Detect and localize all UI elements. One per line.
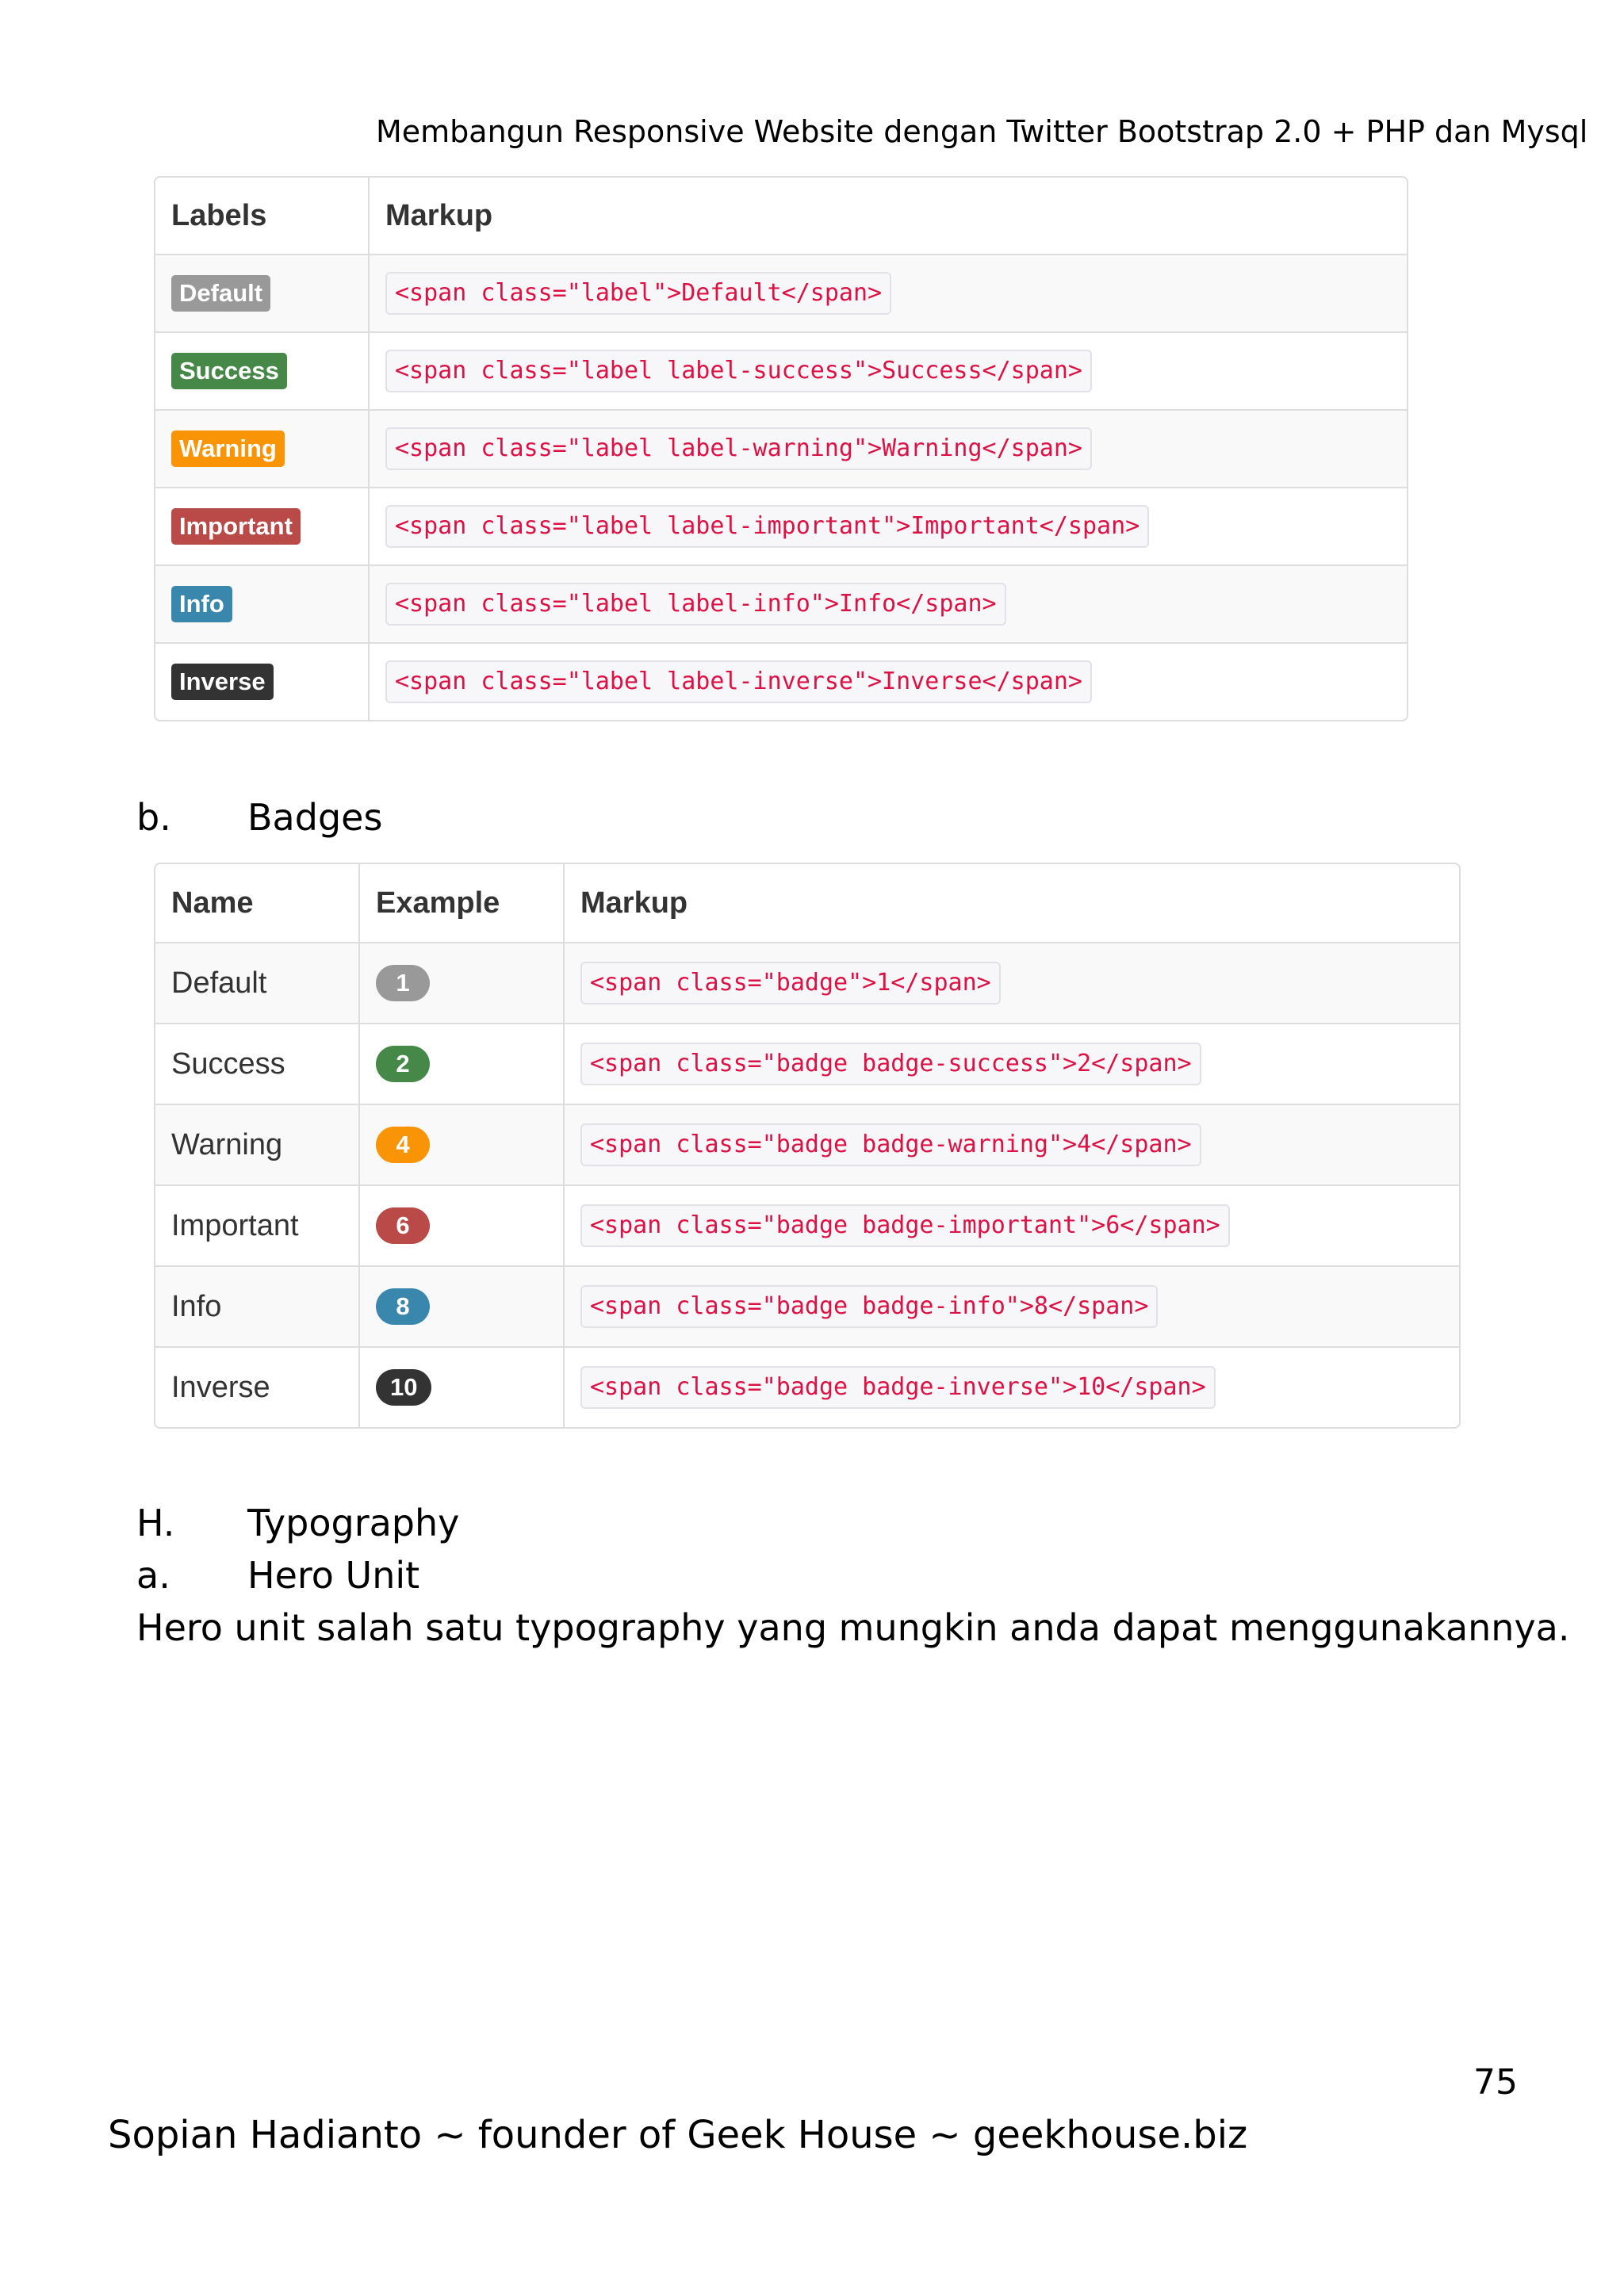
table-row: [155, 642, 1407, 720]
markup-cell: [563, 1265, 1459, 1346]
markup-code: <span class="label label-warning">Warning</span>: [385, 427, 1092, 470]
section-title: Hero Unit: [247, 1554, 420, 1597]
column-header-example: Example: [358, 864, 563, 942]
example-cell: [358, 1184, 563, 1265]
badge-example: 8: [376, 1288, 430, 1325]
table-row: [155, 254, 1407, 331]
column-header-markup: Markup: [563, 864, 1459, 942]
markup-cell: [563, 1184, 1459, 1265]
markup-cell: [368, 409, 1407, 487]
table-row: [155, 1346, 1459, 1427]
markup-cell: [368, 642, 1407, 720]
markup-code: <span class="label">Default</span>: [385, 272, 891, 315]
markup-cell: [368, 564, 1407, 642]
label-cell: [155, 564, 368, 642]
markup-code: <span class="label label-inverse">Inverse</span>: [385, 660, 1092, 703]
markup-cell: [563, 942, 1459, 1023]
table-row: [155, 331, 1407, 409]
label-cell: [155, 487, 368, 564]
section-title: Typography: [247, 1502, 460, 1544]
example-cell: [358, 1023, 563, 1104]
table-header-row: [155, 178, 1407, 254]
label-example: Default: [171, 275, 270, 312]
name-cell: Info: [155, 1265, 358, 1346]
page-number: 75: [1473, 2062, 1518, 2103]
label-example: Inverse: [171, 664, 274, 700]
badge-example: 6: [376, 1207, 430, 1244]
table-row: [155, 1265, 1459, 1346]
table-row: [155, 1104, 1459, 1184]
markup-code: <span class="label label-important">Important</span>: [385, 505, 1149, 548]
name-cell: Default: [155, 942, 358, 1023]
section-title: Badges: [247, 796, 383, 839]
label-cell: [155, 331, 368, 409]
table-row: [155, 942, 1459, 1023]
example-cell: [358, 1265, 563, 1346]
table-row: [155, 409, 1407, 487]
markup-code: <span class="label label-success">Success</span>: [385, 350, 1092, 392]
badges-table: [154, 863, 1461, 1429]
label-example: Success: [171, 353, 287, 389]
markup-code: <span class="badge badge-important">6</span>: [580, 1204, 1230, 1247]
markup-cell: [368, 487, 1407, 564]
badge-example: 1: [376, 965, 430, 1001]
body-paragraph: Hero unit salah satu typography yang mungkin anda dapat menggunakannya.: [136, 1606, 1570, 1649]
table-row: [155, 1184, 1459, 1265]
section-heading-typography: [136, 1497, 459, 1549]
markup-code: <span class="badge badge-success">2</span>: [580, 1043, 1201, 1085]
column-header-labels: Labels: [171, 198, 267, 232]
table-row: [155, 487, 1407, 564]
name-cell: Success: [155, 1023, 358, 1104]
markup-code: <span class="badge badge-warning">4</span>: [580, 1123, 1201, 1166]
label-cell: [155, 254, 368, 331]
example-cell: [358, 1104, 563, 1184]
markup-code: <span class="label label-info">Info</span>: [385, 583, 1006, 626]
table-row: [155, 1023, 1459, 1104]
badge-example: 10: [376, 1369, 431, 1406]
page-header: Membangun Responsive Website dengan Twitter Bootstrap 2.0 + PHP dan Mysql: [376, 114, 1588, 149]
page-footer: Sopian Hadianto ~ founder of Geek House ~ geekhouse.biz: [108, 2113, 1248, 2157]
section-number: a.: [136, 1554, 170, 1597]
markup-code: <span class="badge badge-inverse">10</span>: [580, 1366, 1216, 1409]
label-cell: [155, 642, 368, 720]
table-header-row: [155, 864, 1459, 942]
name-cell: Warning: [155, 1104, 358, 1184]
example-cell: [358, 1346, 563, 1427]
section-number: b.: [136, 796, 171, 839]
name-cell: Important: [155, 1184, 358, 1265]
label-cell: [155, 409, 368, 487]
example-cell: [358, 942, 563, 1023]
section-heading-hero-unit: [136, 1549, 419, 1601]
badge-example: 4: [376, 1127, 430, 1163]
markup-code: <span class="badge">1</span>: [580, 962, 1001, 1004]
column-header-markup: Markup: [368, 178, 1407, 254]
badge-example: 2: [376, 1046, 430, 1082]
label-example: Info: [171, 586, 232, 622]
label-example: Warning: [171, 430, 285, 467]
markup-cell: [368, 331, 1407, 409]
markup-cell: [563, 1346, 1459, 1427]
labels-table: [154, 176, 1408, 721]
column-header-name: Name: [171, 886, 254, 920]
markup-cell: [563, 1104, 1459, 1184]
section-number: H.: [136, 1502, 175, 1544]
markup-cell: [368, 254, 1407, 331]
label-example: Important: [171, 508, 301, 545]
markup-code: <span class="badge badge-info">8</span>: [580, 1285, 1158, 1328]
section-heading-badges: [136, 791, 382, 844]
name-cell: Inverse: [155, 1346, 358, 1427]
markup-cell: [563, 1023, 1459, 1104]
table-row: [155, 564, 1407, 642]
